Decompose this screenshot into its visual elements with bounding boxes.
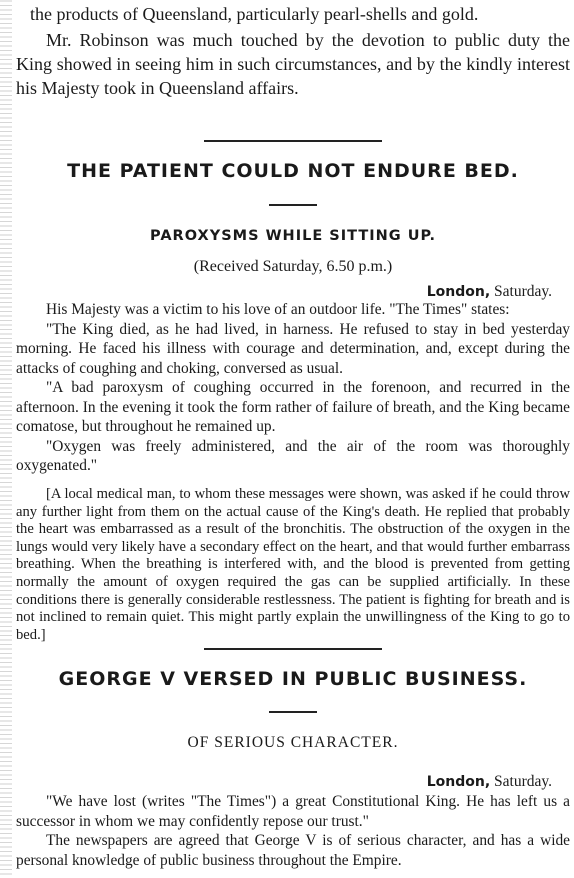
bracket-note (16, 486, 570, 644)
page-edge-margin (0, 0, 12, 878)
paragraph: The newspapers are agreed that George V is of serious character, and has a wide personal knowledge of public business throughout the Empire. (16, 832, 570, 869)
paragraph: "The King died, as he had lived, in harness. He refused to stay in bed yesterday morning. He faced his illness with courage and determination, and, except during the attacks of coughing and choking, conversed as usual. (16, 320, 570, 377)
headline-2: GEORGE V VERSED IN PUBLIC BUSINESS. (58, 668, 528, 690)
dateline-2 (16, 773, 570, 791)
paragraph: "We have lost (writes "The Times") a great Constitutional King. He has left us a successor in whom we may confidently repose our trust." (16, 793, 570, 830)
dateline-day: Saturday. (494, 773, 552, 790)
dateline-city: London, (426, 774, 491, 790)
section2-body (16, 792, 570, 870)
dateline-city: London, (426, 284, 491, 300)
intro-line: the products of Queensland, particularly pearl-shells and gold. (30, 4, 479, 24)
received-line: (Received Saturday, 6.50 p.m.) (193, 258, 393, 275)
dateline-1 (16, 283, 570, 301)
subhead-1: PAROXYSMS WHILE SITTING UP. (150, 228, 436, 244)
rule-4 (16, 711, 570, 713)
intro-paragraph: Mr. Robinson was much touched by the devotion to public duty the King showed in seeing him in such circumstances, and by the kindly interest his Majesty took in Queensland affairs. (16, 30, 570, 98)
rule-3 (16, 648, 570, 650)
paragraph: "Oxygen was freely administered, and the air of the room was thoroughly oxygenated." (16, 437, 570, 474)
paragraph: His Majesty was a victim to his love of an outdoor life. "The Times" states: (46, 301, 510, 318)
subhead-2: OF SERIOUS CHARACTER. (187, 734, 399, 751)
headline-1: THE PATIENT COULD NOT ENDURE BED. (67, 160, 519, 182)
intro-block (16, 2, 570, 100)
rule-1 (16, 140, 570, 142)
section1-body (16, 300, 570, 476)
paragraph: "A bad paroxysm of coughing occurred in the forenoon, and recurred in the afternoon. In the evening it took the form rather of failure of breath, and the King became comatose, but throughout he remained up. (16, 379, 570, 435)
rule-2 (16, 204, 570, 206)
dateline-day: Saturday. (494, 283, 552, 300)
medical-note-paragraph: [A local medical man, to whom these messages were shown, was asked if he could throw any further light from them on the actual cause of the King's death. He replied that probably the heart was embarrassed as a result of the bronchitis. The obstruction of the oxygen in the lungs would very likely have a secondary effect on the heart, and that would further embarrass breathing. When the breathing is interfered with, and the blood is prevented from getting normally the amount of oxygen required the gas can be supplied artificially. In these conditions there is generally considerable restlessness. The patient is fighting for breath and is not inclined to remain quiet. This might partly explain the unwillingness of the King to go to bed.] (16, 486, 570, 643)
